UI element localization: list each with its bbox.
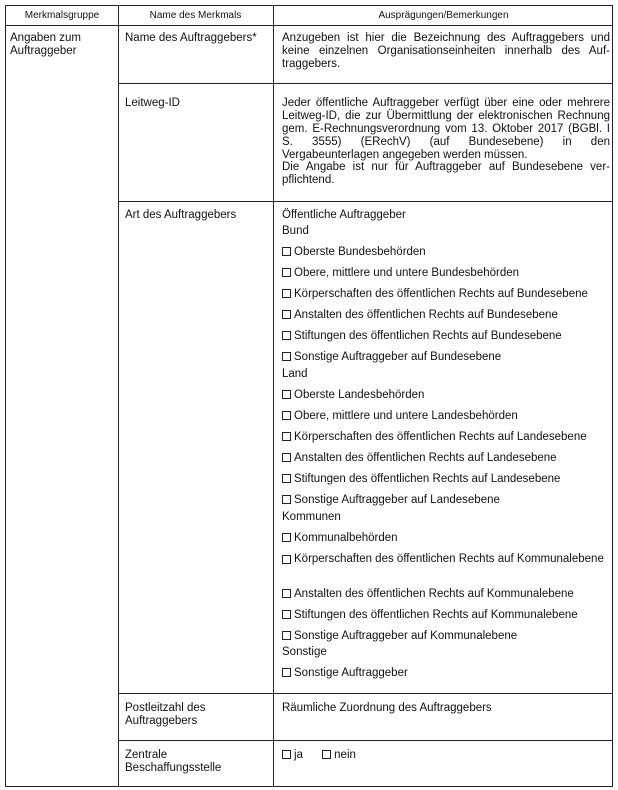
option-stiftungen-landesebene[interactable]: Stiftungen des öffentlichen Rechts auf Landesebene bbox=[282, 473, 610, 486]
label-zentrale-line-1: Zentrale bbox=[125, 749, 168, 761]
column-divider-1 bbox=[118, 6, 119, 786]
option-oberste-landesbehoerden[interactable]: Oberste Landesbehörden bbox=[282, 389, 610, 402]
form-table bbox=[5, 5, 613, 787]
checkbox-icon[interactable] bbox=[322, 750, 331, 759]
checkbox-icon[interactable] bbox=[282, 331, 291, 340]
option-sonstige-kommunalebene[interactable]: Sonstige Auftraggeber auf Kommunalebene bbox=[282, 630, 610, 643]
row-divider-2 bbox=[118, 201, 612, 202]
header-divider bbox=[6, 25, 612, 26]
option-koerperschaften-kommunalebene[interactable]: Körperschaften des öffentlichen Rechts auf Kommunalebene bbox=[282, 553, 610, 566]
checkbox-icon[interactable] bbox=[282, 453, 291, 462]
option-sonstige-landesebene[interactable]: Sonstige Auftraggeber auf Landesebene bbox=[282, 494, 610, 507]
label-postleitzahl-line-1: Postleitzahl des bbox=[125, 702, 206, 714]
row-divider-1 bbox=[118, 83, 612, 84]
label-leitweg-id: Leitweg-ID bbox=[125, 97, 180, 109]
option-stiftungen-kommunalebene[interactable]: Stiftungen des öffentlichen Rechts auf Kommunalebene bbox=[282, 609, 610, 622]
checkbox-icon[interactable] bbox=[282, 495, 291, 504]
heading-oeffentliche-auftraggeber: Öffentliche Auftraggeber bbox=[282, 209, 406, 221]
option-anstalten-bundesebene[interactable]: Anstalten des öffentlichen Rechts auf Bundesebene bbox=[282, 309, 610, 322]
text-leitweg-id: Jeder öffentliche Auftraggeber verfügt über eine oder mehrere Leitweg-ID, die zur Übermittlung der elektronischen Rechnung gem. E-Rechnungsverordnung vom 13. Oktober 2017 (BGBl. I S. 3555) (ERechV) (auf Bundesebene) in den Vergabeunterlagen angegeben werden müssen. bbox=[282, 97, 610, 161]
zentrale-options bbox=[282, 749, 610, 762]
option-anstalten-kommunalebene[interactable]: Anstalten des öffentlichen Rechts auf Kommunalebene bbox=[282, 588, 610, 601]
label-art-des-auftraggebers: Art des Auftraggebers bbox=[125, 209, 237, 221]
label-zentrale-beschaffungsstelle bbox=[125, 749, 270, 775]
heading-kommunen: Kommunen bbox=[282, 511, 341, 523]
checkbox-icon[interactable] bbox=[282, 411, 291, 420]
checkbox-icon[interactable] bbox=[282, 555, 291, 564]
checkbox-icon[interactable] bbox=[282, 533, 291, 542]
checkbox-icon[interactable] bbox=[282, 247, 291, 256]
label-name-des-auftraggebers: Name des Auftraggebers* bbox=[125, 32, 257, 44]
option-kommunalbehoerden[interactable]: Kommunalbehörden bbox=[282, 532, 610, 545]
option-koerperschaften-landesebene[interactable]: Körperschaften des öffentlichen Rechts auf Landesebene bbox=[282, 431, 610, 444]
option-koerperschaften-bundesebene[interactable]: Körperschaften des öffentlichen Rechts auf Bundesebene bbox=[282, 288, 610, 301]
group-label-line-2: Auftraggeber bbox=[10, 45, 77, 57]
checkbox-icon[interactable] bbox=[282, 750, 291, 759]
option-ja[interactable]: ja bbox=[282, 749, 303, 762]
row-divider-4 bbox=[118, 740, 612, 741]
option-anstalten-landesebene[interactable]: Anstalten des öffentlichen Rechts auf Landesebene bbox=[282, 452, 610, 465]
header-name-des-merkmals: Name des Merkmals bbox=[149, 10, 242, 21]
checkbox-icon[interactable] bbox=[282, 310, 291, 319]
text-raeumliche-zuordnung: Räumliche Zuordnung des Auftraggebers bbox=[282, 702, 492, 714]
checkbox-icon[interactable] bbox=[282, 268, 291, 277]
option-oberste-bundesbehoerden[interactable]: Oberste Bundesbehörden bbox=[282, 246, 610, 259]
group-label-line-1: Angaben zum bbox=[10, 32, 81, 44]
label-postleitzahl-line-2: Auftraggebers bbox=[125, 715, 198, 727]
column-divider-2 bbox=[273, 6, 274, 786]
text-name-des-auftraggebers: Anzugeben ist hier die Bezeichnung des Auftraggebers und keine einzelnen Organisationseinheiten innerhalb des Auftraggebers. bbox=[282, 32, 610, 70]
label-postleitzahl bbox=[125, 702, 270, 728]
checkbox-icon[interactable] bbox=[282, 668, 291, 677]
checkbox-icon[interactable] bbox=[282, 631, 291, 640]
checkbox-icon[interactable] bbox=[282, 352, 291, 361]
heading-sonstige: Sonstige bbox=[282, 646, 327, 658]
checkbox-icon[interactable] bbox=[282, 432, 291, 441]
checkbox-icon[interactable] bbox=[282, 610, 291, 619]
option-obere-mittlere-untere-landesbehoerden[interactable]: Obere, mittlere und untere Landesbehörden bbox=[282, 410, 610, 423]
checkbox-icon[interactable] bbox=[282, 589, 291, 598]
heading-bund: Bund bbox=[282, 225, 309, 237]
group-label bbox=[10, 32, 114, 58]
row-divider-3 bbox=[118, 693, 612, 694]
option-stiftungen-bundesebene[interactable]: Stiftungen des öffentlichen Rechts auf Bundesebene bbox=[282, 330, 610, 343]
option-sonstige-bundesebene[interactable]: Sonstige Auftraggeber auf Bundesebene bbox=[282, 351, 610, 364]
option-sonstige-auftraggeber[interactable]: Sonstige Auftraggeber bbox=[282, 667, 610, 680]
heading-land: Land bbox=[282, 368, 308, 380]
header-merkmalsgruppe: Merkmalsgruppe bbox=[24, 10, 100, 21]
checkbox-icon[interactable] bbox=[282, 474, 291, 483]
checkbox-icon[interactable] bbox=[282, 289, 291, 298]
checkbox-icon[interactable] bbox=[282, 390, 291, 399]
label-zentrale-line-2: Beschaffungsstelle bbox=[125, 762, 222, 774]
text-leitweg-pflicht: Die Angabe ist nur für Auftraggeber auf Bundesebene verpflichtend. bbox=[282, 161, 610, 186]
header-auspraegungen: Ausprägungen/Bemerkungen bbox=[378, 10, 509, 21]
option-obere-mittlere-untere-bundesbehoerden[interactable]: Obere, mittlere und untere Bundesbehörden bbox=[282, 267, 610, 280]
option-nein[interactable]: nein bbox=[322, 749, 356, 762]
